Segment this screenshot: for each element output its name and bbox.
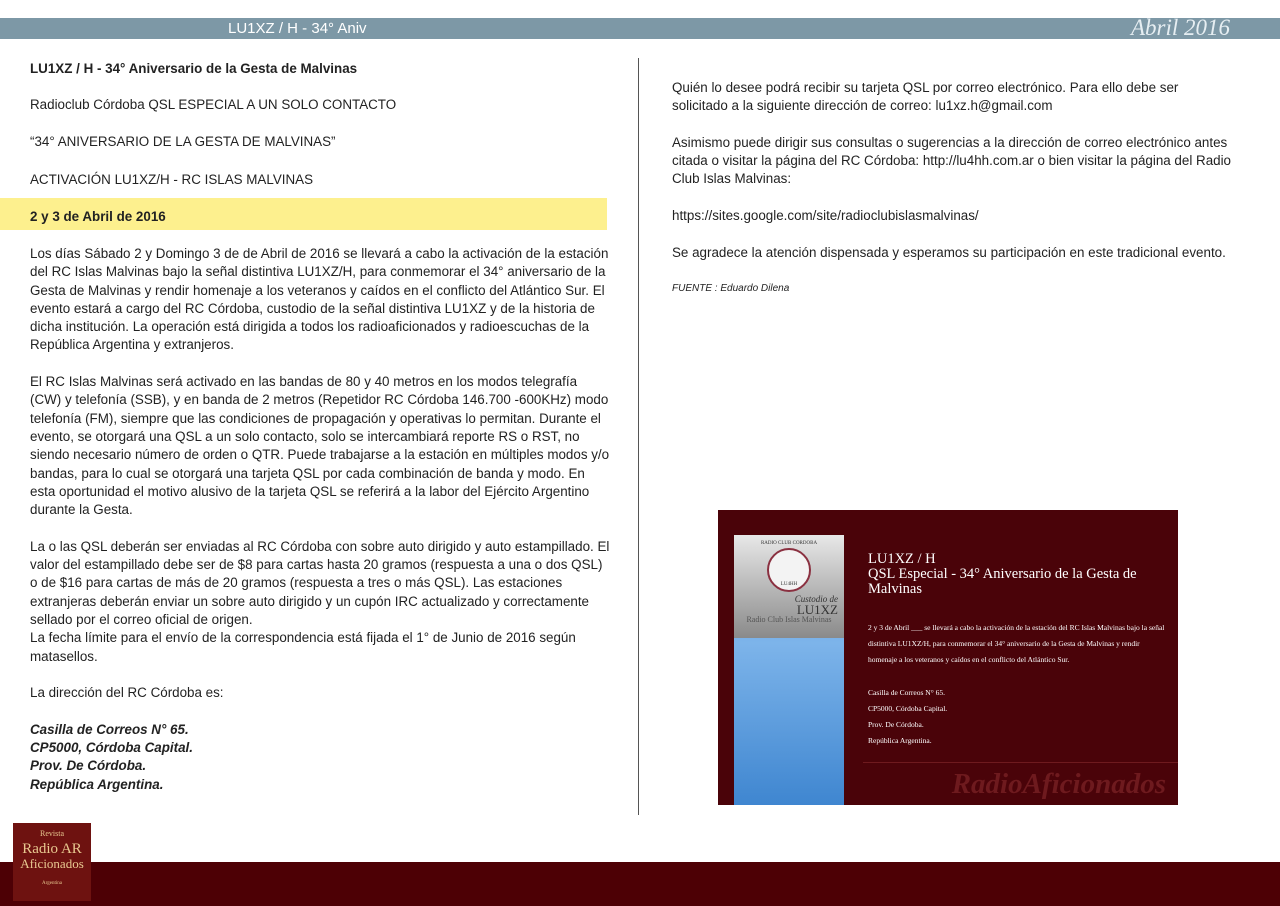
paragraph: Los días Sábado 2 y Domingo 3 de de Abril de 2016 se llevará a cabo la activación de la estación del RC Islas Malvinas bajo la señal distintiva LU1XZ/H, para conmemorar el 34° aniversario de la Gesta de Malvinas y rendir homenaje a los veteranos y caídos en el conflicto del Atlántico Sur. El evento estará a cargo del RC Córdoba, custodio de la señal distintiva LU1XZ y de la historia de dicha institución. La operación está dirigida a todos los radioaficionados y radioescuchas de la República Argentina y extranjeros.	[30, 246, 609, 353]
club-seal: LU4HH	[767, 548, 811, 592]
footer-bar	[0, 862, 1280, 906]
club-logo	[734, 535, 844, 638]
logo-text: Argentina	[42, 881, 62, 886]
qsl-card-image	[718, 510, 1178, 805]
magazine-logo	[13, 823, 91, 901]
event-date: 2 y 3 de Abril de 2016	[30, 209, 166, 224]
card-title-line: QSL Especial - 34° Aniversario de la Gesta de Malvinas	[868, 566, 1137, 597]
article-title: LU1XZ / H - 34° Aniversario de la Gesta de Malvinas	[30, 61, 358, 76]
logo-text: RADIO CLUB CORDOBA	[760, 541, 818, 546]
address-line: República Argentina.	[868, 736, 932, 745]
header-title: LU1XZ / H - 34° Aniv	[228, 20, 367, 37]
link-text[interactable]: https://sites.google.com/site/radioclubislasmalvinas/	[672, 208, 979, 224]
card-address	[868, 685, 947, 749]
logo-text: Radio Club Islas Malvinas	[746, 615, 832, 624]
left-body	[30, 245, 610, 794]
logo-text: Aficionados	[20, 856, 84, 871]
paragraph: Se agradece la atención dispensada y esperamos su participación en este tradicional evento.	[672, 244, 1226, 260]
logo-text: Radio AR	[22, 841, 82, 857]
paragraph: El RC Islas Malvinas será activado en las bandas de 80 y 40 metros en los modos telegrafía (CW) y telefonía (SSB), y en banda de 2 metros (Repetidor RC Córdoba 146.700 -600KHz) modo telefonía (FM), siempre que las condiciones de propagación y operativas lo permitan. Durante el evento, se otorgará una QSL a un solo contacto, solo se intercambiará reporte RS o RST, no siendo necesario número de orden o QTR. Puede trabajarse a la estación en múltiples modos y/o bandas, para lo cual se otorgará una tarjeta QSL por cada combinación de banda y modo. En esta oportunidad el motivo alusivo de la tarjeta QSL se referirá a la labor del Ejército Argentino durante la Gesta.	[30, 374, 610, 518]
header-date: Abril 2016	[1130, 15, 1230, 40]
card-watermark: RadioAficionados	[951, 768, 1166, 800]
source: FUENTE : Eduardo Dilena	[672, 283, 790, 295]
card-body: 2 y 3 de Abril ___ se llevará a cabo la activación de la estación del RC Islas Malvinas bajo la señal distintiva LU1XZ/H, para conmemorar el 34° aniversario de la Gesta de Malvinas y rendir homenaje a los veteranos y caídos en el conflicto del Atlántico Sur.	[868, 623, 1165, 664]
logo-text: Custodio de	[794, 594, 838, 604]
address	[30, 721, 610, 794]
globe-photo	[734, 535, 844, 805]
address-line: Prov. De Córdoba.	[30, 758, 147, 774]
paragraph: La dirección del RC Córdoba es:	[30, 685, 224, 701]
right-body	[672, 79, 1237, 299]
address-line: Casilla de Correos N° 65.	[30, 721, 189, 737]
address-line: Prov. De Córdoba.	[868, 720, 924, 729]
paragraph: Quién lo desee podrá recibir su tarjeta QSL por correo electrónico. Para ello debe ser solicitado a la siguiente dirección de correo: lu1xz.h@gmail.com	[672, 80, 1179, 114]
address-line: República Argentina.	[30, 776, 164, 792]
logo-text: Revista	[40, 829, 64, 838]
paragraph: La fecha límite para el envío de la correspondencia está fijada el 1° de Junio de 2016 según matasellos.	[30, 630, 576, 664]
subtitle-2: “34° ANIVERSARIO DE LA GESTA DE MALVINAS”	[30, 134, 336, 149]
address-line: CP5000, Córdoba Capital.	[30, 740, 193, 756]
card-title-line: LU1XZ / H	[868, 551, 936, 567]
paragraph: Asimismo puede dirigir sus consultas o sugerencias a la dirección de correo electrónico antes citada o visitar la página del RC Córdoba: http://lu4hh.com.ar o bien visitar la página del Radio Club Islas Malvinas:	[672, 134, 1232, 187]
subtitle-1: Radioclub Córdoba QSL ESPECIAL A UN SOLO CONTACTO	[30, 97, 397, 112]
header-bar	[0, 15, 1280, 40]
card-title	[868, 552, 1178, 597]
column-divider	[638, 58, 639, 815]
card-divider	[863, 762, 1178, 763]
paragraph: La o las QSL deberán ser enviadas al RC Córdoba con sobre auto dirigido y auto estampillado. El valor del estampillado debe ser de $8 para cartas hasta 20 gramos (respuesta a una o dos QSL) o de $16 para cartas de más de 20 gramos (respuesta a tres o más QSL). Las estaciones extranjeras deberán enviar un sobre auto dirigido y un cupón IRC actualizado y correctamente sellado por el correo oficial de origen.	[30, 538, 610, 627]
address-line: Casilla de Correos N° 65.	[868, 688, 945, 697]
logo-text: LU1XZ	[796, 602, 838, 617]
address-line: CP5000, Córdoba Capital.	[868, 704, 948, 713]
subtitle-3: ACTIVACIÓN LU1XZ/H - RC ISLAS MALVINAS	[30, 172, 313, 187]
